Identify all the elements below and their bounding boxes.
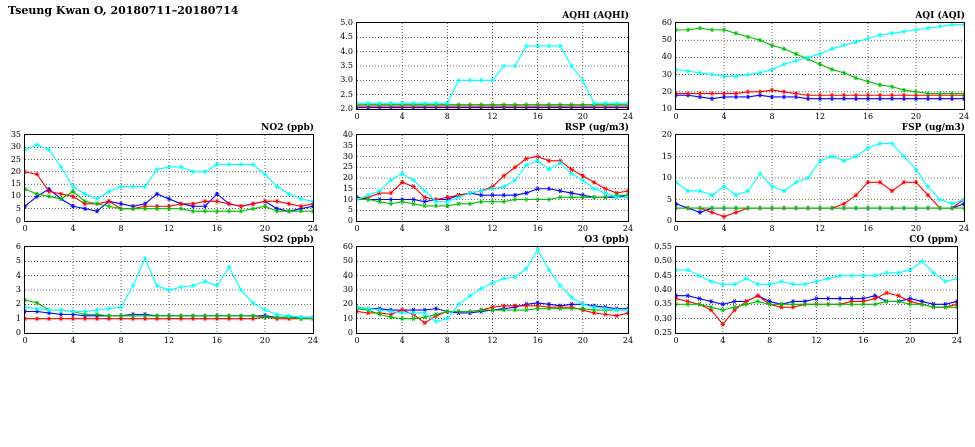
- x-tick-label: 24: [307, 336, 319, 345]
- x-tick-label: 24: [951, 336, 963, 345]
- y-tick-label: 5: [15, 256, 21, 266]
- y-tick-label: 40: [661, 52, 672, 62]
- x-tick-label: 16: [211, 336, 223, 345]
- x-tick-label: 20: [905, 336, 916, 345]
- x-tick-label: 12: [814, 112, 826, 121]
- x-tick-label: 20: [259, 336, 271, 345]
- x-tick-label: 24: [958, 112, 970, 121]
- chart-title-fsp: FSP (ug/m3): [901, 123, 965, 133]
- y-tick-label: 10: [342, 194, 353, 204]
- y-tick-label: 30: [342, 151, 353, 161]
- plot-svg-so2: [25, 247, 313, 333]
- plot-area-so2: [24, 246, 314, 334]
- y-tick-label: 5.0: [340, 18, 353, 27]
- chart-title-no2: NO2 (ppb): [261, 123, 314, 133]
- x-tick-label: 0: [673, 224, 679, 233]
- x-tick-label: 16: [862, 112, 874, 121]
- y-tick-label: 0.45: [654, 270, 672, 280]
- y-tick-label: 3.0: [340, 75, 353, 85]
- chart-title-so2: SO2 (ppb): [262, 235, 314, 245]
- x-tick-label: 16: [211, 224, 223, 233]
- y-tick-label: 10: [10, 191, 21, 201]
- y-tick-label: 5: [347, 205, 353, 215]
- x-tick-label: 4: [399, 336, 405, 345]
- x-tick-label: 8: [769, 112, 775, 121]
- plot-svg-fsp: [676, 135, 964, 221]
- x-tick-label: 12: [163, 336, 175, 345]
- plot-area-o3: [356, 246, 629, 334]
- x-tick-label: 8: [767, 336, 773, 345]
- chart-title-aqhi: AQHI (AQHI): [562, 11, 629, 21]
- y-tick-label: 30: [10, 142, 21, 152]
- y-tick-label: 10: [661, 104, 672, 113]
- x-tick-label: 12: [487, 112, 498, 121]
- y-tick-label: 10: [342, 313, 353, 323]
- x-tick-label: 20: [577, 112, 588, 121]
- y-tick-label: 20: [10, 166, 21, 176]
- x-tick-label: 20: [577, 336, 588, 345]
- y-tick-label: 15: [661, 151, 672, 161]
- x-tick-label: 20: [259, 224, 271, 233]
- x-tick-label: 4: [720, 336, 726, 345]
- y-tick-label: 0.40: [654, 285, 672, 294]
- y-tick-label: 60: [342, 242, 353, 251]
- x-tick-label: 8: [444, 336, 450, 345]
- x-tick-label: 12: [811, 336, 822, 345]
- y-tick-label: 25: [10, 154, 21, 164]
- chart-title-aqi: AQI (AQI): [915, 11, 965, 21]
- y-tick-label: 2.0: [340, 104, 353, 113]
- plot-area-rsp: [356, 134, 629, 222]
- plot-svg-rsp: [357, 135, 628, 221]
- x-tick-label: 0: [354, 112, 360, 121]
- y-tick-label: 40: [342, 130, 353, 139]
- x-tick-label: 24: [622, 224, 634, 233]
- y-tick-label: 30: [342, 285, 353, 294]
- x-tick-label: 4: [70, 336, 76, 345]
- x-tick-label: 8: [118, 224, 124, 233]
- y-tick-label: 25: [342, 162, 353, 172]
- y-tick-label: 20: [661, 86, 672, 96]
- x-tick-label: 0: [673, 336, 679, 345]
- x-tick-label: 24: [958, 224, 970, 233]
- x-tick-label: 0: [22, 224, 28, 233]
- x-tick-label: 8: [769, 224, 775, 233]
- y-tick-label: 40: [342, 270, 353, 280]
- y-tick-label: 10: [661, 173, 672, 182]
- x-tick-label: 24: [622, 336, 634, 345]
- y-tick-label: 35: [10, 130, 21, 139]
- y-tick-label: 3.5: [340, 61, 353, 70]
- x-tick-label: 0: [354, 336, 360, 345]
- y-tick-label: 4.0: [340, 46, 353, 56]
- y-tick-label: 20: [342, 173, 353, 182]
- y-tick-label: 2: [15, 299, 21, 309]
- plot-svg-co: [676, 247, 957, 333]
- x-tick-label: 8: [444, 112, 450, 121]
- plot-area-aqi: [675, 22, 965, 110]
- x-tick-label: 4: [721, 112, 727, 121]
- y-tick-label: 0: [666, 216, 672, 225]
- y-tick-label: 0.30: [654, 313, 672, 323]
- y-tick-label: 3: [15, 285, 21, 294]
- x-tick-label: 12: [487, 224, 498, 233]
- x-tick-label: 12: [163, 224, 175, 233]
- plot-svg-o3: [357, 247, 628, 333]
- y-tick-label: 0: [15, 328, 21, 337]
- plot-area-fsp: [675, 134, 965, 222]
- x-tick-label: 0: [673, 112, 679, 121]
- chart-title-rsp: RSP (ug/m3): [564, 123, 629, 133]
- y-tick-label: 15: [342, 183, 353, 193]
- x-tick-label: 16: [532, 224, 543, 233]
- y-tick-label: 50: [342, 256, 353, 266]
- y-tick-label: 0.50: [654, 256, 672, 266]
- plot-svg-aqhi: [357, 23, 628, 109]
- x-tick-label: 20: [910, 224, 922, 233]
- x-tick-label: 20: [577, 224, 588, 233]
- plot-svg-aqi: [676, 23, 964, 109]
- y-tick-label: 6: [15, 242, 21, 251]
- y-tick-label: 2.5: [340, 89, 353, 99]
- y-tick-label: 30: [661, 69, 672, 79]
- plot-area-co: [675, 246, 958, 334]
- y-tick-label: 0.35: [654, 299, 672, 309]
- y-tick-label: 4: [15, 270, 21, 280]
- x-tick-label: 4: [721, 224, 727, 233]
- y-tick-label: 20: [342, 299, 353, 309]
- y-tick-label: 20: [661, 130, 672, 139]
- chart-title-co: CO (ppm): [909, 235, 958, 245]
- page-title: Tseung Kwan O, 20180711–20180714: [8, 4, 239, 17]
- plot-svg-no2: [25, 135, 313, 221]
- x-tick-label: 16: [532, 336, 543, 345]
- x-tick-label: 12: [814, 224, 826, 233]
- y-tick-label: 0: [347, 216, 353, 225]
- y-tick-label: 5: [666, 194, 672, 204]
- y-tick-label: 60: [661, 18, 672, 27]
- y-tick-label: 0.25: [654, 328, 672, 337]
- x-tick-label: 4: [399, 224, 405, 233]
- x-tick-label: 16: [862, 224, 874, 233]
- x-tick-label: 0: [22, 336, 28, 345]
- x-tick-label: 20: [910, 112, 922, 121]
- y-tick-label: 15: [10, 179, 21, 189]
- y-tick-label: 0: [15, 216, 21, 225]
- x-tick-label: 8: [444, 224, 450, 233]
- chart-title-o3: O3 (ppb): [584, 235, 629, 245]
- y-tick-label: 0.55: [654, 242, 672, 251]
- x-tick-label: 16: [858, 336, 869, 345]
- x-tick-label: 8: [118, 336, 124, 345]
- y-tick-label: 4.5: [340, 32, 353, 42]
- x-tick-label: 4: [399, 112, 405, 121]
- y-tick-label: 35: [342, 140, 353, 150]
- x-tick-label: 12: [487, 336, 498, 345]
- plot-area-aqhi: [356, 22, 629, 110]
- y-tick-label: 1: [15, 313, 21, 323]
- plot-area-no2: [24, 134, 314, 222]
- x-tick-label: 16: [532, 112, 543, 121]
- x-tick-label: 24: [622, 112, 634, 121]
- x-tick-label: 24: [307, 224, 319, 233]
- y-tick-label: 0: [347, 328, 353, 337]
- x-tick-label: 0: [354, 224, 360, 233]
- x-tick-label: 4: [70, 224, 76, 233]
- y-tick-label: 5: [15, 203, 21, 213]
- y-tick-label: 50: [661, 35, 672, 45]
